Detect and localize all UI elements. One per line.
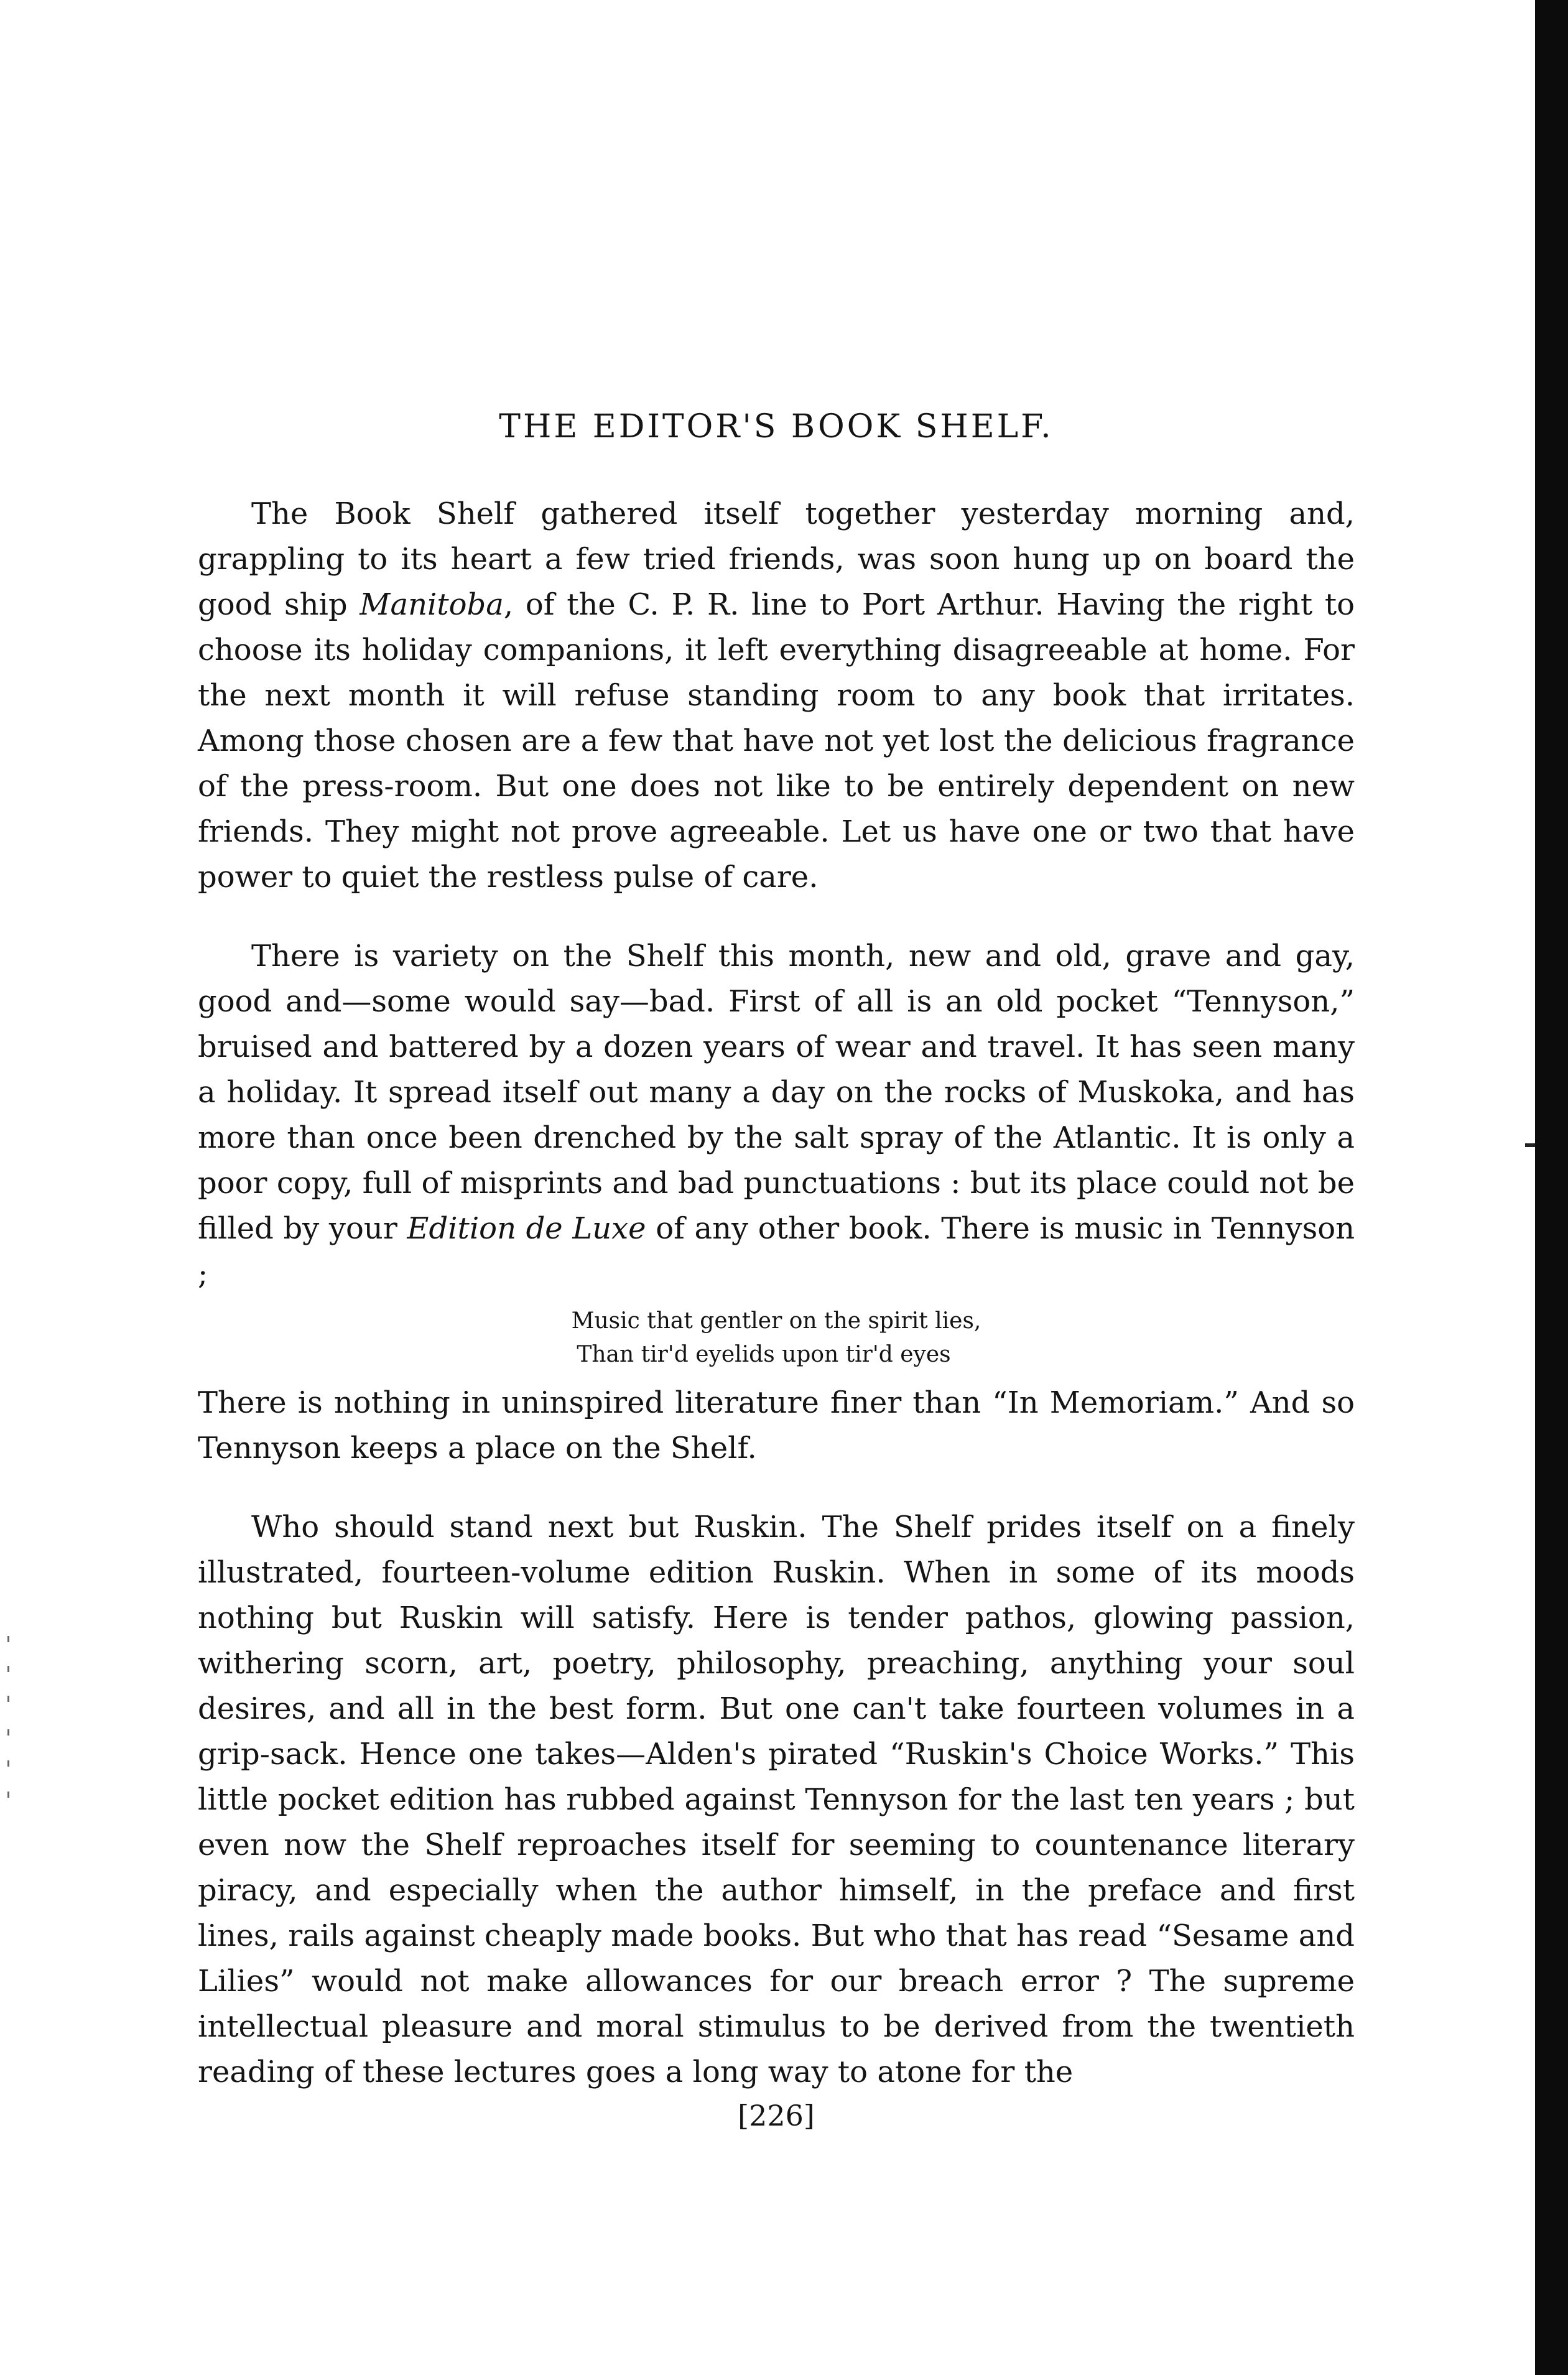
- page-title: THE EDITOR'S BOOK SHELF.: [499, 408, 1054, 445]
- ship-name: Manitoba: [360, 587, 504, 622]
- paragraph-ruskin: Who should stand next but Ruskin. The Shelf prides itself on a finely illustrated, fourteen-volume edition Ruskin. When in some of its moods nothing but Ruskin will satisfy. Here is tender pathos, glowing passion, withering scorn, art, poetry, philosophy, preaching, anything your soul desires, and all in the best form. But one can't take fourteen volumes in a grip-sack. Hence one takes—Alden's pirated “Ruskin's Choice Works.” This little pocket edition has rubbed against Tennyson for the last ten years ; but even now the Shelf reproaches itself for seeming to countenance literary piracy, and especially when the author himself, in the preface and first lines, rails against cheaply made books. But who that has read “Sesame and Lilies” would not make allowances for our breach error ? The supreme intellectual pleasure and moral stimulus to be derived from the twentieth reading of these lectures goes a long way to atone for the: [198, 1510, 1355, 2089]
- page-body: [198, 408, 1355, 2132]
- verse-line-1: Music that gentler on the spirit lies,: [571, 1308, 981, 1334]
- verse-quotation: [198, 1304, 1355, 1372]
- margin-specks: [7, 1636, 11, 1804]
- verse-line-2: Than tir'd eyelids upon tir'd eyes: [577, 1342, 951, 1367]
- scan-edge-mark: [1525, 1143, 1535, 1147]
- page-number: [226]: [738, 2099, 815, 2132]
- paragraph-holiday-companions: The Book Shelf gathered itself together yesterday morning and, grappling to its heart a few tried friends, was soon hung up on board the good ship Manitoba, of the C. P. R. line to Port Arthur. Having the right to choose its holiday companions, it left everything disagreeable at home. For the next month it will refuse standing room to any book that irritates. Among those chosen are a few that have not yet lost the delicious fragrance of the press-room. But one does not like to be entirely dependent on new friends. They might not prove agreeable. Let us have one or two that have power to quiet the restless pulse of care.: [198, 496, 1355, 895]
- paragraph-in-memoriam: There is nothing in uninspired literature finer than “In Memoriam.” And so Tennyson keeps a place on the Shelf.: [198, 1385, 1355, 1466]
- edition-title: Edition de Luxe: [407, 1211, 646, 1246]
- scan-edge-shadow: [1535, 0, 1568, 2375]
- paragraph-tennyson: There is variety on the Shelf this month, new and old, grave and gay, good and—some would say—bad. First of all is an old pocket “Tennyson,” bruised and battered by a dozen years of wear and travel. It has seen many a holiday. It spread itself out many a day on the rocks of Muskoka, and has more than once been drenched by the salt spray of the Atlantic. It is only a poor copy, full of misprints and bad punctuations : but its place could not be filled by your Edition de Luxe of any other book. There is music in Tennyson ;: [198, 939, 1355, 1291]
